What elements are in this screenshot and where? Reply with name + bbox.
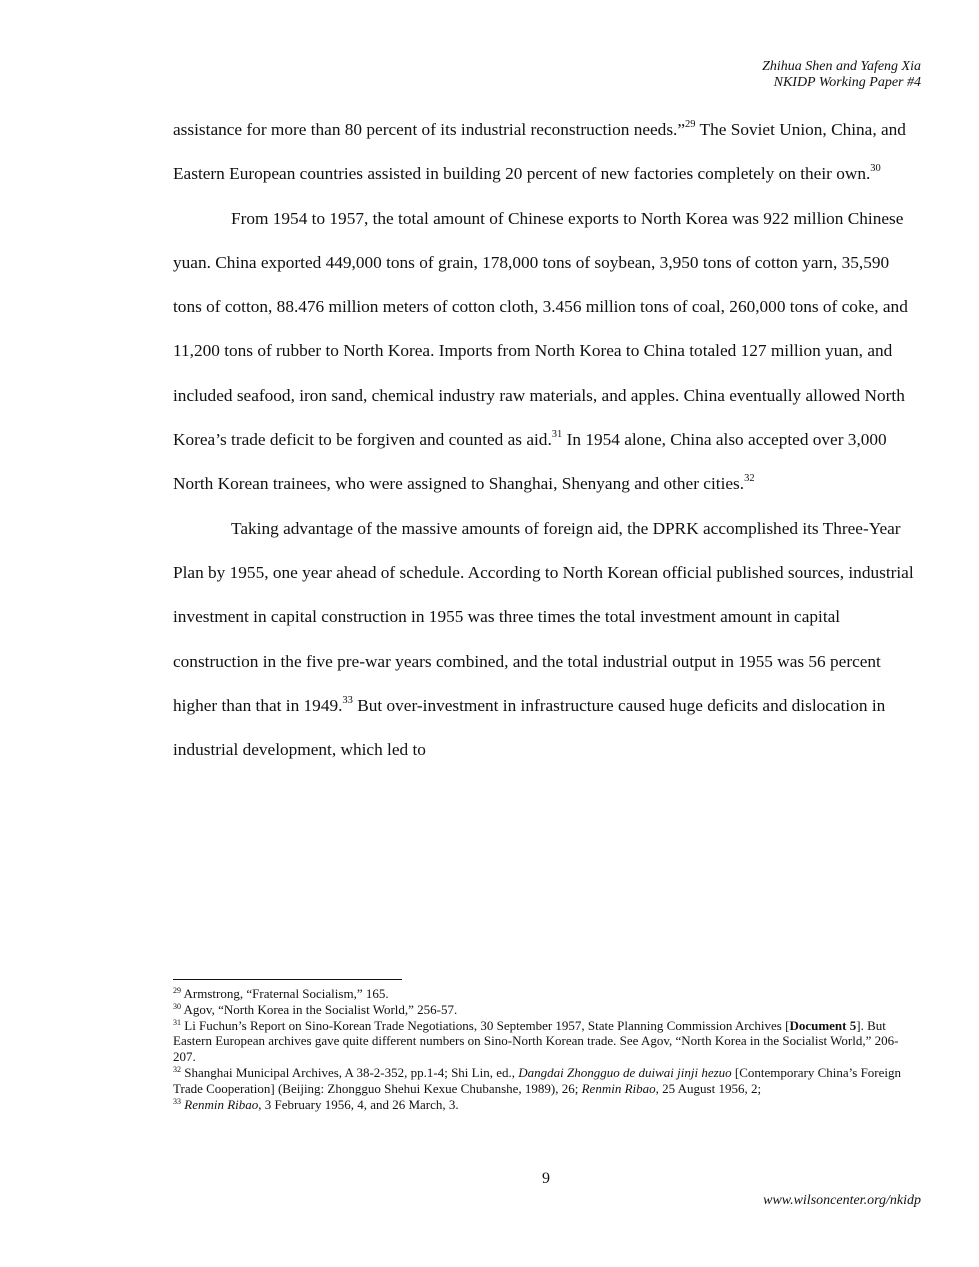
text-run: But over-investment in infrastructure caused huge deficits and dislocation in industrial development, which led to (173, 695, 886, 760)
text-run: In 1954 alone, China also accepted over 3,000 North Korean trainees, who were assigned to Shanghai, Shenyang and other cities. (173, 430, 887, 494)
footnote-29 (173, 986, 921, 1002)
body-text (173, 108, 921, 772)
paragraph-3 (173, 507, 921, 773)
footnote-number: 32 (173, 1064, 181, 1074)
footnote-text: Agov, “North Korea in the Socialist World,” 256-57. (181, 1001, 458, 1017)
footnote-text: ]. But Eastern European archives gave quite different numbers on Sino-North Korean trade. See Agov, “North Korea in the Socialist World,” 206-207. (173, 1017, 899, 1065)
header-authors: Zhihua Shen and Yafeng Xia (762, 59, 921, 74)
footnote-ref-33[interactable]: 33 (342, 694, 353, 706)
footnote-33 (173, 1097, 921, 1113)
footnote-ref-32[interactable]: 32 (744, 473, 755, 485)
newspaper-title: Renmin Ribao (181, 1096, 259, 1112)
page-number: 9 (542, 1170, 550, 1187)
running-header (762, 59, 921, 91)
text-run: assistance for more than 80 percent of its industrial reconstruction needs.” (173, 120, 686, 139)
footnote-number: 30 (173, 1001, 181, 1011)
footnote-number: 31 (173, 1017, 181, 1027)
footnote-text: Shanghai Municipal Archives, A 38-2-352, pp.1-4; Shi Lin, ed., (181, 1064, 519, 1080)
footnote-text: , 25 August 1956, 2; (655, 1080, 762, 1096)
footnote-31 (173, 1018, 921, 1065)
newspaper-title: Renmin Ribao (581, 1080, 656, 1096)
footnote-text: , 3 February 1956, 4, and 26 March, 3. (258, 1096, 459, 1112)
paragraph-1 (173, 108, 921, 197)
footnote-text: Armstrong, “Fraternal Socialism,” 165. (181, 986, 389, 1001)
footnote-number: 29 (173, 986, 181, 995)
paragraph-2 (173, 197, 921, 507)
footnote-32 (173, 1065, 921, 1097)
footnotes (173, 986, 921, 1112)
footer-url[interactable]: www.wilsoncenter.org/nkidp (763, 1193, 921, 1208)
document-reference: Document 5 (789, 1017, 857, 1033)
footnote-ref-31[interactable]: 31 (551, 429, 563, 441)
footnote-30 (173, 1002, 921, 1018)
book-title: Dangdai Zhongguo de duiwai jinji hezuo (518, 1064, 732, 1080)
footnote-text: Li Fuchun’s Report on Sino-Korean Trade Negotiations, 30 September 1957, State Planning Commission Archives [ (181, 1017, 790, 1033)
footnote-number: 33 (173, 1096, 181, 1106)
footnote-ref-29[interactable]: 29 (685, 119, 696, 130)
text-run: Taking advantage of the massive amounts of foreign aid, the DPRK accomplished its Three-Year Plan by 1955, one year ahead of schedule. According to North Korean official published sources, industrial investment in capital construction in 1955 was three times the total investment amount in capital construction in the five pre-war years combined, and the total industrial output in 1955 was 56 percent higher than that in 1949. (173, 518, 914, 715)
text-run: The Soviet Union, China, and Eastern European countries assisted in building 20 percent of new factories completely on their own. (173, 120, 906, 184)
text-run: From 1954 to 1957, the total amount of Chinese exports to North Korea was 922 million Chinese yuan. China exported 449,000 tons of grain, 178,000 tons of soybean, 3,950 tons of cotton yarn, 35,590 tons of cotton, 88.476 million meters of cotton cloth, 3.456 million tons of coal, 260,000 tons of coke, and 11,200 tons of rubber to North Korea. Imports from North Korea to China totaled 127 million yuan, and included seafood, iron sand, chemical industry raw materials, and apples. China eventually allowed North Korea’s trade deficit to be forgiven and counted as aid. (173, 208, 908, 450)
header-series: NKIDP Working Paper #4 (773, 75, 921, 90)
footnote-divider (173, 979, 402, 980)
footnote-ref-30[interactable]: 30 (870, 163, 881, 175)
footnote-text: [Contemporary China’s Foreign Trade Cooperation] (Beijing: Zhongguo Shehui Kexue Chubanshe, 1989), 26; (173, 1064, 902, 1096)
